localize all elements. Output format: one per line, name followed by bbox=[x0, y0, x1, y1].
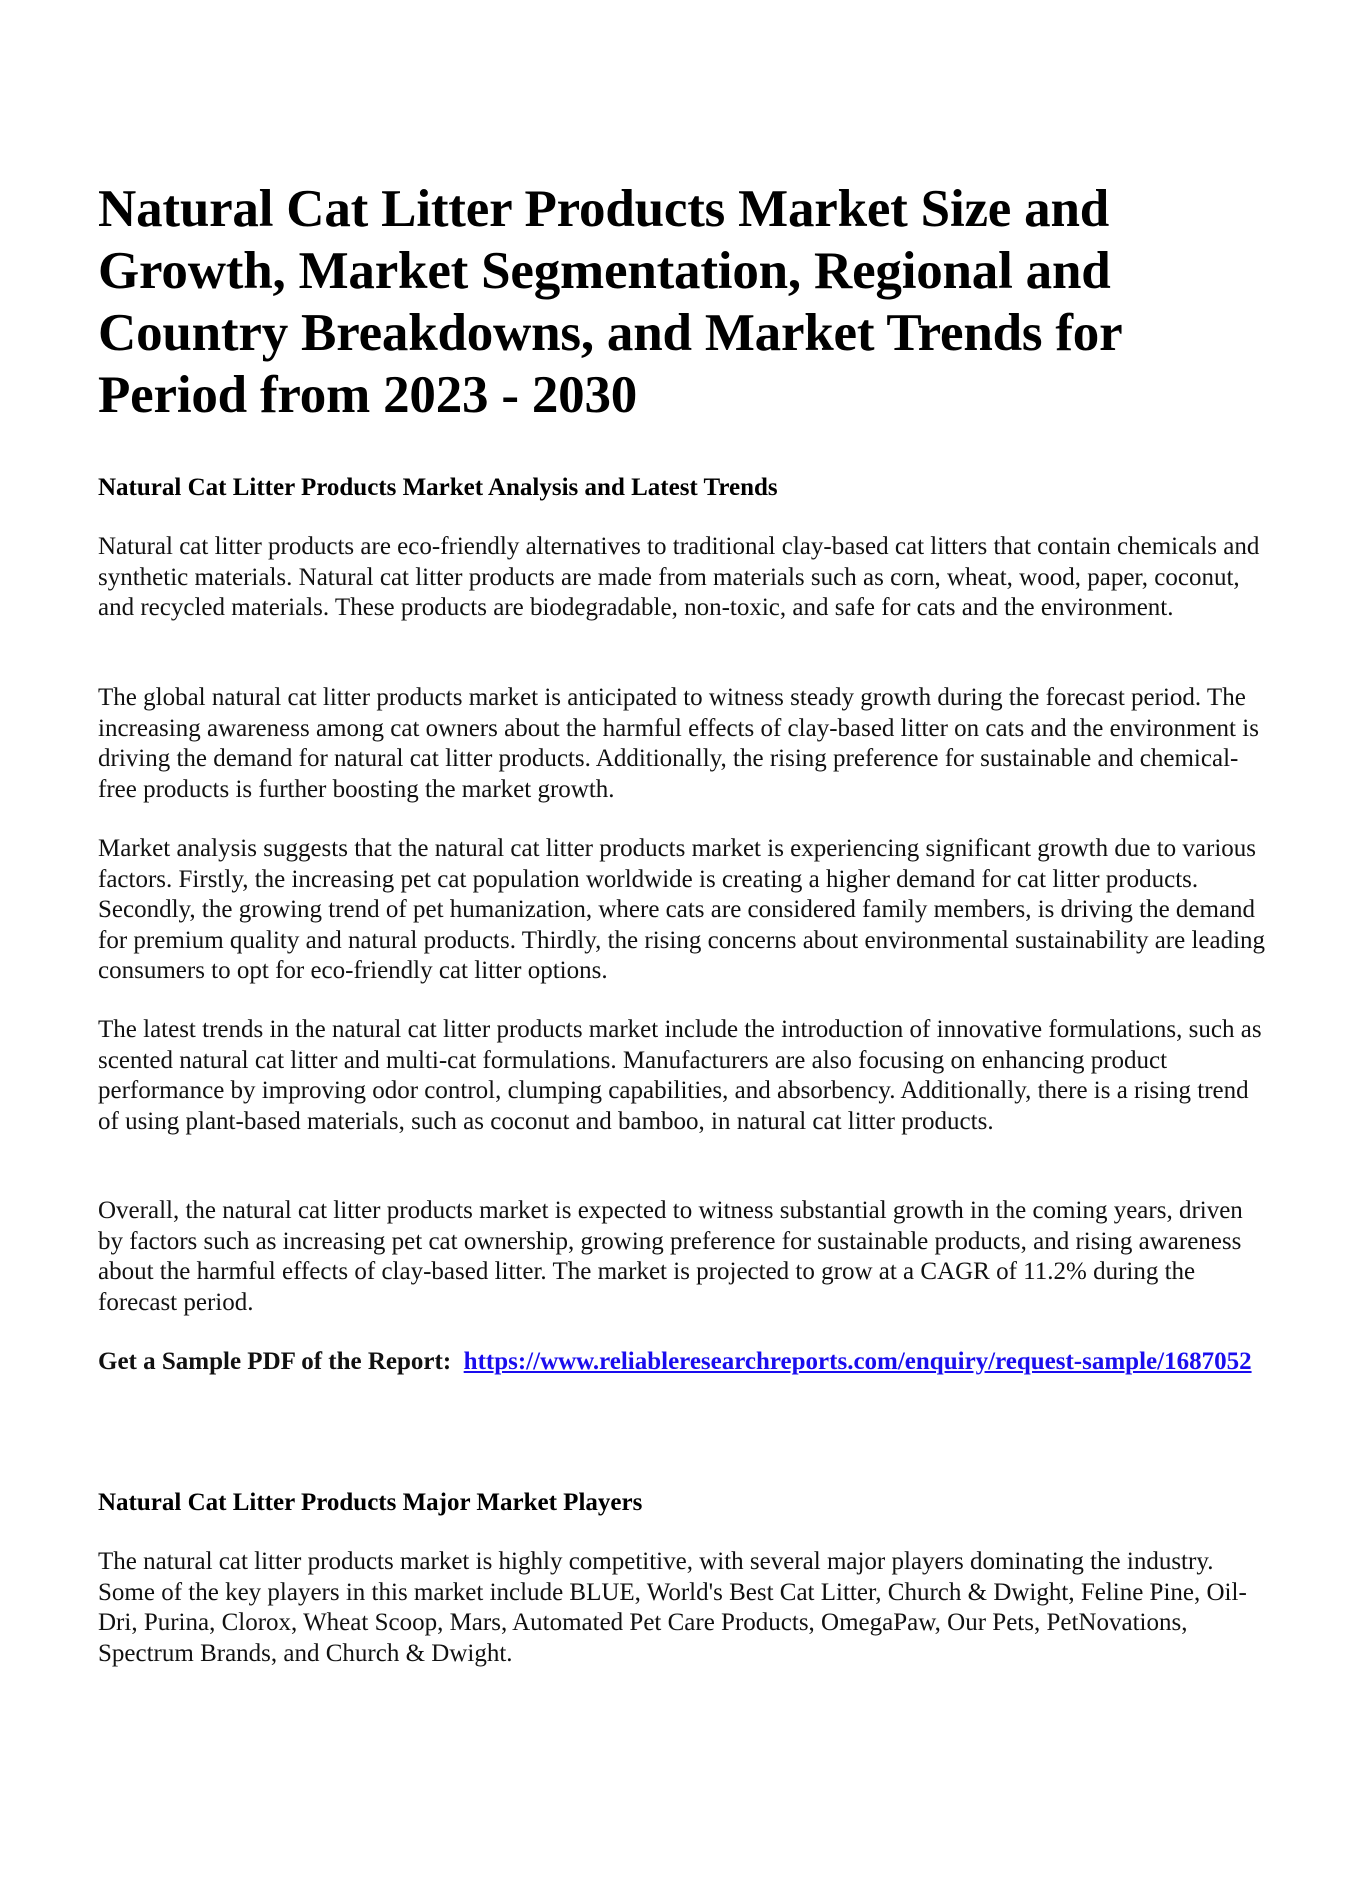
section-heading-analysis: Natural Cat Litter Products Market Analysis and Latest Trends bbox=[98, 474, 778, 501]
paragraph-latest-trends: The latest trends in the natural cat litter products market include the introduction of innovative formulations, such as scented natural cat litter and multi-cat formulations. Manufacturers are also focusing on enhancing product performance by improving odor control, clumping capabilities, and absorbency. Additionally, there is a rising trend of using plant-based materials, such as coconut and bamboo, in natural cat litter products. bbox=[98, 1016, 1262, 1135]
paragraph-global-market: The global natural cat litter products market is anticipated to witness steady growth during the forecast period. The increasing awareness among cat owners about the harmful effects of clay-based litter on cats and the environment is driving the demand for natural cat litter products. Additionally, the rising preference for sustainable and chemical-free products is further boosting the market growth. bbox=[98, 684, 1259, 803]
paragraph-intro: Natural cat litter products are eco-friendly alternatives to traditional clay-based cat litters that contain chemicals and synthetic materials. Natural cat litter products are made from materials such as corn, wheat, wood, paper, coconut, and recycled materials. These products are biodegradable, non-toxic, and safe for cats and the environment. bbox=[98, 533, 1260, 621]
sample-pdf-link[interactable]: https://www.reliableresearchreports.com/enquiry/request-sample/1687052 bbox=[463, 1348, 1252, 1375]
paragraph-market-players: The natural cat litter products market is highly competitive, with several major players dominating the industry. Some of the key players in this market include BLUE, World's Best Cat Litter, Church & Dwight, Feline Pine, Oil-Dri, Purina, Clorox, Wheat Scoop, Mars, Automated Pet Care Products, OmegaPaw, Our Pets, PetNovations, Spectrum Brands, and Church & Dwight. bbox=[98, 1548, 1247, 1667]
title-line-3: Country Breakdowns, and Market Trends for bbox=[98, 304, 1123, 362]
sample-pdf-line bbox=[98, 1347, 1268, 1378]
title-line-1: Natural Cat Litter Products Market Size and bbox=[98, 180, 1110, 238]
title-line-4: Period from 2023 - 2030 bbox=[98, 366, 638, 424]
section-heading-players: Natural Cat Litter Products Major Market Players bbox=[98, 1489, 643, 1516]
sample-pdf-label: Get a Sample PDF of the Report: bbox=[98, 1348, 452, 1375]
paragraph-overall: Overall, the natural cat litter products market is expected to witness substantial growth in the coming years, driven by factors such as increasing pet cat ownership, growing preference for sustainable products, and rising awareness about the harmful effects of clay-based litter. The market is projected to grow at a CAGR of 11.2% during the forecast period. bbox=[98, 1197, 1243, 1316]
title-line-2: Growth, Market Segmentation, Regional and bbox=[98, 242, 1111, 300]
document-page bbox=[98, 178, 1268, 1667]
page-title bbox=[98, 178, 1268, 426]
paragraph-market-analysis: Market analysis suggests that the natural cat litter products market is experiencing significant growth due to various factors. Firstly, the increasing pet cat population worldwide is creating a higher demand for cat litter products. Secondly, the growing trend of pet humanization, where cats are considered family members, is driving the demand for premium quality and natural products. Thirdly, the rising concerns about environmental sustainability are leading consumers to opt for eco-friendly cat litter options. bbox=[98, 835, 1266, 984]
